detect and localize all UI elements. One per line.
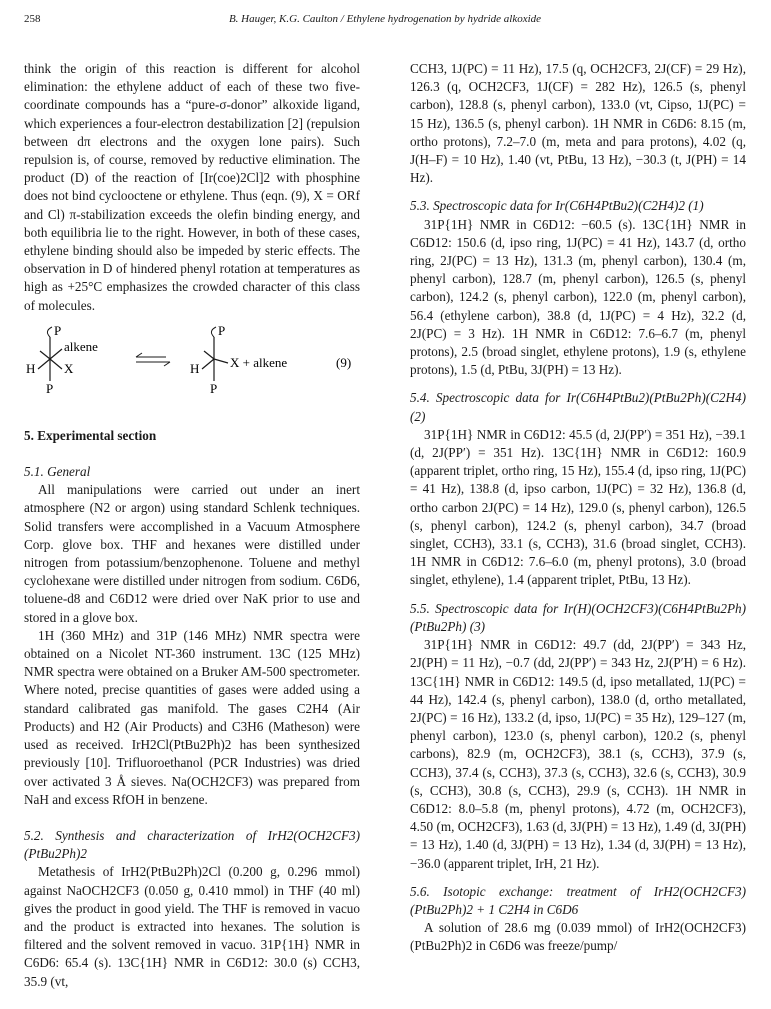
page-header	[24, 13, 746, 31]
running-title: B. Hauger, K.G. Caulton / Ethylene hydrogenation by hydride alkoxide	[228, 13, 542, 25]
eq-left-p-bottom: P	[46, 380, 54, 396]
eq-right-h: H	[190, 360, 200, 376]
eq-left-p-top: P	[54, 322, 62, 338]
section-5-3-paragraph: 31P{1H} NMR in C6D12: −60.5 (s). 13C{1H} NMR in C6D12: 150.6 (d, ipso ring, 1J(PC) = 41 Hz), 143.7 (d, ortho ring, 2J(PC) = 13 Hz), 131.3 (m, phenyl carbon), 130.4 (m, phenyl carbon), 128.7 (m, phenyl carbon), 126.5 (s, phenyl carbon), 124.2 (s, phenyl carbon), 122.0 (m, phenyl carbon), 56.4 (ethylene carbon), 38.8 (d, 1J(PC) = 4 Hz), 32.2 (d, 2J(PC) = 3 Hz). 1H NMR in C6D12: 7.6–6.7 (m, phenyl protons), 2.5 (broad singlet, ethylene protons), 1.9 (s, ethylene protons), 1.5 (d, PtBu, 3J(PH) = 13 Hz).	[410, 216, 746, 378]
equilibrium-arrows	[136, 353, 170, 366]
equilibrium-scheme	[24, 321, 360, 417]
section-5-5-paragraph: 31P{1H} NMR in C6D12: 49.7 (dd, 2J(PP′) = 343 Hz, 2J(PH) = 11 Hz), −0.7 (dd, 2J(PP′) = 343 Hz, 2J(P′H) = 6 Hz). 13C{1H} NMR in C6D12: 149.5 (d, ipso metallated, 1J(PC) = 44 Hz), 142.4 (s, phenyl carbon), 138.0 (d, ortho metallated, 2J(PC) = 16 Hz), 133.2 (d, ipso, 1J(PC) = 35 Hz), 129–127 (m, phenyl carbon), 123.0 (s, phenyl carbon), 120.2 (s, phenyl carbons), 82.9 (m, OCH2CF3), 38.1 (s, CCH3), 37.9 (s, CCH3), 37.4 (s, CCH3), 37.3 (s, CCH3), 32.6 (s, CCH3), 30.9 (s, CCH3), 30.8 (s, CCH3), 29.9 (s, CCH3). 1H NMR in C6D12: 8.0–5.8 (m, phenyl protons), 4.72 (m, OCH2CF3), 4.50 (m, OCH2CF3), 1.63 (d, 3J(PH) = 13 Hz), 1.49 (d, 3J(PH) = 13 Hz), 1.40 (d, 3J(PH) = 13 Hz), 1.34 (d, 3J(PH) = 13 Hz), −36.0 (apparent triplet, IrH, 21 Hz).	[410, 637, 746, 871]
eq-left-h: H	[26, 360, 36, 376]
eq-left-x: X	[64, 360, 74, 376]
section-5-1-heading: 5.1. General	[24, 464, 91, 480]
equation-9	[24, 321, 360, 417]
section-5-2-heading: 5.2. Synthesis and characterization of IrH2(OCH2CF3)(PtBu2Ph)2	[24, 827, 360, 862]
section-5-4-paragraph: 31P{1H} NMR in C6D12: 45.5 (d, 2J(PP′) = 351 Hz), −39.1 (d, 2J(PP′) = 351 Hz). 13C{1H} NMR in C6D12: 160.9 (apparent triplet, ortho ring, 15 Hz), 155.4 (d, ipso ring, 1J(PC) = 41 Hz), 138.8 (d, ipso carbon, 1J(PC) = 32 Hz), 136.8 (d, ortho carbon 2J(PC) = 14 Hz), 129.0 (s, phenyl carbon), 126.5 (s, phenyl carbon), 124.2 (s, phenyl carbon), 34.7 (broad singlet, CCH3), 33.1 (s, CCH3), 31.6 (broad singlet, CCH3). 1H NMR in C6D12: 7.6–6.0 (m, phenyl protons), 3.0 (broad singlet, ethylene), 1.4 (apparent triplet, PtBu, 13 Hz).	[410, 426, 746, 588]
section-5-1-paragraph-1: All manipulations were carried out under an inert atmosphere (N2 or argon) using standard Schlenk techniques. Solid transfers were accomplished in a Vacuum Atmosphere Corp. glove box. THF and hexanes were distilled under nitrogen from potassium/benzophenone. Toluene and methyl cyclohexane were distilled under nitrogen from sodium. C6D6, toluene-d8 and C6D12 were dried over NaK prior to use and stored in a glove box.	[24, 482, 360, 625]
section-5-6-heading: 5.6. Isotopic exchange: treatment of IrH2(OCH2CF3)(PtBu2Ph)2 + 1 C2H4 in C6D6	[410, 883, 746, 917]
eq-right-p-top: P	[218, 322, 226, 338]
page-number: 258	[24, 13, 41, 25]
eq-left-alkene: alkene	[64, 338, 98, 354]
section-5-heading: 5. Experimental section	[24, 427, 157, 443]
section-5-1-paragraph-2: 1H (360 MHz) and 31P (146 MHz) NMR spectra were obtained on a Nicolet NT-360 instrument. 13C (125 MHz) NMR spectra were obtained on a Bruker AM-500 spectrometer. Where noted, precise quantities of gases were added using a standard calibrated gas manifold. The gases C2H4 (Air Products) and H2 (Air Products) and C3H6 (Matheson) were used as received. IrH2Cl(PtBu2Ph)2 has been synthesized previously [10]. Trifluoroethanol (PCR Industries) was dried over activated 3 Å sieves. Na(OCH2CF3) was prepared from NaH and excess RfOH in benzene.	[24, 627, 360, 807]
section-5-3-heading: 5.3. Spectroscopic data for Ir(C6H4PtBu2)(C2H4)2 (1)	[410, 198, 704, 214]
section-5-6-paragraph: A solution of 28.6 mg (0.039 mmol) of IrH2(OCH2CF3)(PtBu2Ph)2 in C6D6 was freeze/pump/	[410, 920, 746, 954]
left-complex	[26, 323, 98, 396]
left-column	[24, 60, 360, 991]
section-5-2-paragraph: Metathesis of IrH2(PtBu2Ph)2Cl (0.200 g, 0.296 mmol) against NaOCH2CF3 (0.050 g, 0.410 mmol) in THF (40 ml) gives the product in good yield. The THF is removed in vacuo and the product is extracted into hexanes. The solution is filtered and the solvent removed in vacuo. 31P{1H} NMR in C6D6: 65.4 (s). 13C{1H} NMR in C6D12: 30.0 (s) CCH3, 35.9 (vt,	[24, 864, 360, 989]
section-5-5-heading: 5.5. Spectroscopic data for Ir(H)(OCH2CF3)(C6H4PtBu2Ph)(PtBu2Ph) (3)	[410, 600, 746, 634]
right-complex	[190, 323, 287, 396]
right-column	[410, 60, 746, 956]
eq-right-rhs: X + alkene	[230, 354, 288, 370]
intro-paragraph: think the origin of this reaction is different for alcohol elimination: the ethylene adduct of each of these two five-coordinate compounds has a “pure-σ-donor” alkoxide ligand, which experiences a four-electron destabilization [2] (repulsion between dπ electrons and the oxygen lone pairs). Such repulsion is, of course, removed by reductive elimination. The product (D) of the reaction of [Ir(coe)2Cl]2 with phosphine does not bind cyclooctene or ethylene. Thus (eqn. (9), X = ORf and Cl) π-stabilization exceeds the olefin binding energy, and both equilibria lie to the right. However, in both of these cases, ethylene binding should also be impeded by steric effects. The observation in D of hindered phenyl rotation at temperatures as high as +25°C emphasizes the crowded character of this class of molecules.	[24, 61, 360, 313]
equation-number: (9)	[336, 354, 352, 370]
section-5-2-continued: CCH3, 1J(PC) = 11 Hz), 17.5 (q, OCH2CF3, 2J(CF) = 29 Hz), 126.3 (q, OCH2CF3, 1J(CF) = 282 Hz), 126.5 (s, phenyl carbon), 128.8 (s, phenyl carbon), 133.0 (vt, Cipso, 1J(PC) = 15 Hz), 136.5 (s, phenyl carbon). 1H NMR in C6D6: 8.15 (m, ortho protons), 7.2–7.0 (m, meta and para protons), 4.02 (q, J(H–F) = 10 Hz), 1.40 (vt, PtBu, 13 Hz), −30.3 (t, J(PH) = 14 Hz).	[410, 61, 746, 186]
eq-right-p-bottom: P	[210, 380, 218, 396]
section-5-4-heading: 5.4. Spectroscopic data for Ir(C6H4PtBu2)(PtBu2Ph)(C2H4) (2)	[410, 390, 746, 424]
